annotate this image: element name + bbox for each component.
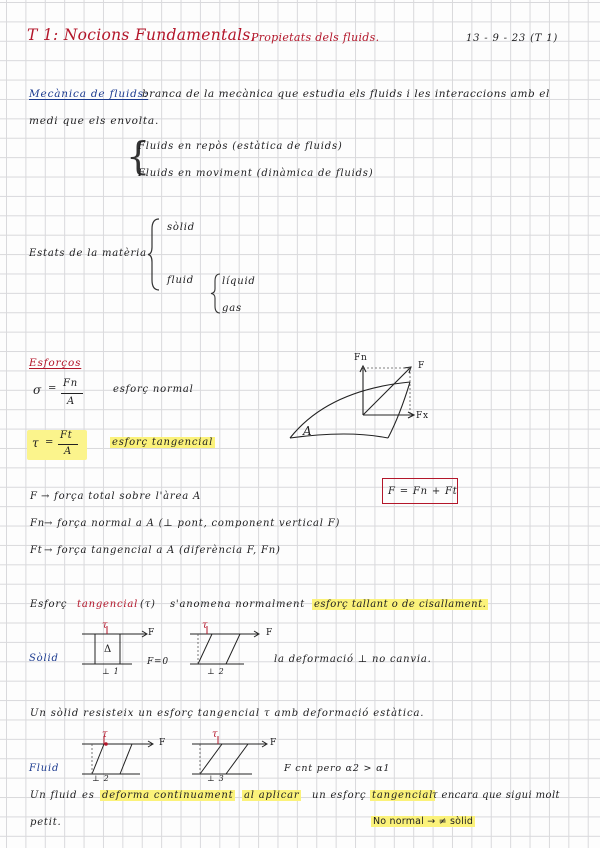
sigma-label: esforç normal [113,384,194,395]
branches-brace: { [126,134,151,178]
shear-line-tangential: tangencial [77,599,139,610]
force-tangential-text: → força tangencial a A (diferència F, Fn) [44,545,281,556]
page-subtitle: Propietats dels fluids. [251,31,380,44]
state-gas: gas [222,303,242,314]
states-label: Estats de la matèria [29,248,147,259]
tau-eq: = [45,437,55,448]
force-total-text: → força total sobre l'àrea A [41,491,201,502]
states-brace [147,217,161,292]
solid-normal-1: ⊥ 1 [102,667,120,676]
solid-f-2: F [266,628,274,638]
figure-fx-label: Fx [416,411,429,421]
solid-deformed-figure [188,622,263,672]
tau-fraction-bar [58,444,78,445]
figure-area-label: A [303,424,313,438]
sigma-eq: = [48,383,58,394]
tau-label: esforç tangencial [112,437,214,448]
solid-note: la deformació ⊥ no canvia. [274,654,432,665]
solid-f-1: F [148,628,156,638]
shear-line-symbol: (τ) [140,599,156,610]
fluid-normal-2: ⊥ 2 [92,774,110,783]
tau-symbol: τ [32,436,40,450]
solid-label: Sòlid [29,653,59,664]
definition-line-2: medi que els envolta. [29,115,160,127]
force-normal-symbol: Fn [30,518,45,529]
fluid-def-w3: deforma continuament [102,790,234,801]
vector-sum: F = Fn + Ft [388,486,458,497]
force-tangential-symbol: Ft [30,545,43,556]
shear-line-pre: Esforç [30,599,68,610]
solid-normal-2: ⊥ 2 [207,667,225,676]
stress-surface-figure [288,360,438,460]
fluid-def-w1: Un fluid [30,790,78,801]
sigma-denominator: A [67,396,76,407]
figure-f-label: F [418,361,426,371]
force-total-symbol: F [30,491,38,502]
fluid-def-w4: al aplicar [244,790,300,801]
page-date: 13 - 9 - 23 (T 1) [466,33,559,44]
fluid-f-2: F [270,738,278,748]
fluid-f-1: F [159,738,167,748]
sigma-numerator: Fn [63,378,78,389]
solid-delta: Δ [104,644,113,655]
fluid-note: F cnt pero α2 > α1 [284,763,391,774]
figure-fn-label: Fn [354,353,368,363]
state-solid: sòlid [167,222,195,233]
fluid-tau-1: τ [102,729,109,740]
sigma-fraction-bar [61,393,83,394]
state-liquid: líquid [222,276,256,287]
tau-denominator: A [64,446,73,457]
state-fluid: fluid [167,275,194,286]
solid-tau-2: τ [202,620,209,631]
fluid-label: Fluid [29,763,60,774]
solid-tau-1: τ [102,620,109,631]
solid-f-zero: F=0 [147,657,169,667]
branch-static: Fluids en repòs (estàtica de fluids) [138,141,343,152]
fluid-brace [210,272,222,314]
shear-line-highlight: esforç tallant o de cisallament. [314,599,487,610]
solid-block-figure [80,622,155,672]
definition-term: Mecànica de fluids: [29,88,149,100]
fluid-tau-2: τ [212,729,219,740]
fluid-def-line2: petit. [30,817,62,828]
shear-line-mid: s'anomena normalment [170,599,306,610]
fluid-normal-3: ⊥ 3 [207,774,225,783]
force-normal-text: → força normal a A (⊥ pont, component vertical F) [44,518,341,529]
fluid-def-w2: es [82,790,95,801]
sigma-symbol: σ [33,383,42,397]
solid-resist-sentence: Un sòlid resisteix un esforç tangencial τ amb deformació estàtica. [30,708,425,719]
branch-dynamic: Fluids en moviment (dinàmica de fluids) [138,168,374,179]
fluid-def-w5: un esforç [312,790,367,801]
fluid-def-w7: τ encara que sigui molt [432,790,560,801]
definition-line-1: branca de la mecànica que estudia els fluids i les interaccions amb el [142,88,550,100]
fluid-block-figure-2 [190,732,270,782]
fluid-def-w6: tangencial [372,790,434,801]
stresses-heading: Esforços [29,357,82,369]
tau-numerator: Ft [60,430,73,441]
page-title: T 1: Nocions Fundamentals. [27,26,256,44]
fluid-def-note: No normal → ≠ sòlid [373,816,474,827]
